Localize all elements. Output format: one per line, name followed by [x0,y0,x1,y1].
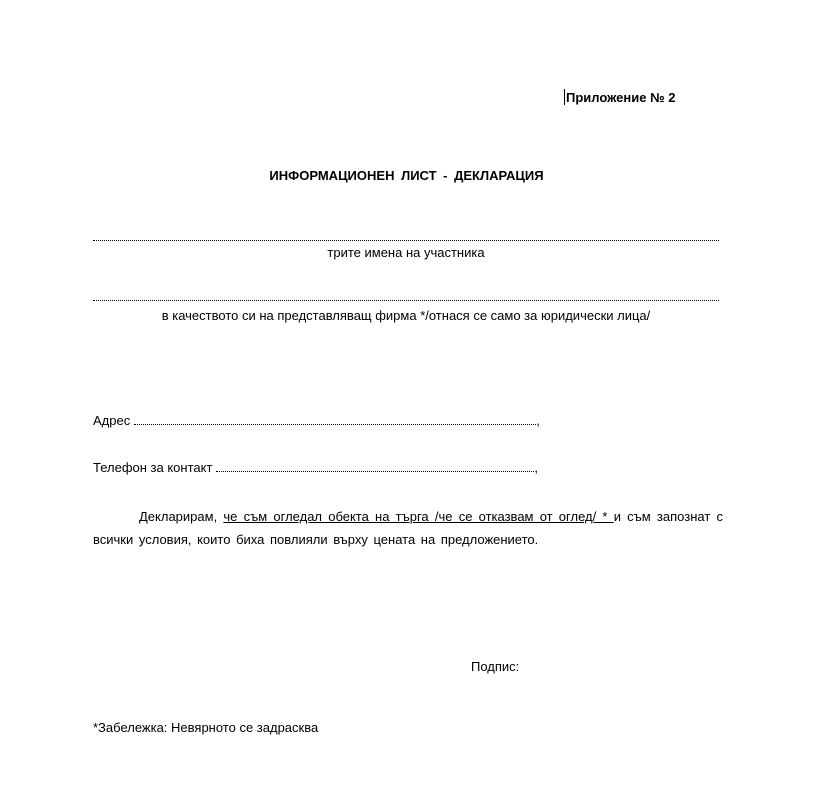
participant-name-line [93,240,719,241]
declaration-lead: Декларирам, [139,509,218,524]
phone-label: Телефон за контакт [93,460,213,475]
footnote: *Забележка: Невярното се задрасква [93,720,319,735]
annex-label-text: Приложение № 2 [566,90,676,105]
annex-label [564,89,675,105]
address-field [93,413,540,428]
participant-caption: трите имена на участника [327,245,485,260]
phone-field [93,460,538,475]
address-label: Адрес [93,413,131,428]
declaration-paragraph [93,505,723,551]
declaration-rest: и съм запознат с всички условия, които биха повлияли върху цената на предложението. [93,509,723,547]
text-cursor [564,89,565,105]
signature-label: Подпис: [471,659,520,674]
phone-dots [216,460,534,472]
document-title: ИНФОРМАЦИОНЕН ЛИСТ - ДЕКЛАРАЦИЯ [269,168,544,183]
representative-caption: в качеството си на представляващ фирма */отнася се само за юридически лица/ [161,308,651,323]
declaration-underlined: че съм огледал обекта на търга /че се отказвам от оглед/ * [223,509,614,524]
address-comma: , [536,413,540,428]
address-dots [134,413,536,425]
phone-comma: , [534,460,539,475]
representative-line [93,300,719,301]
